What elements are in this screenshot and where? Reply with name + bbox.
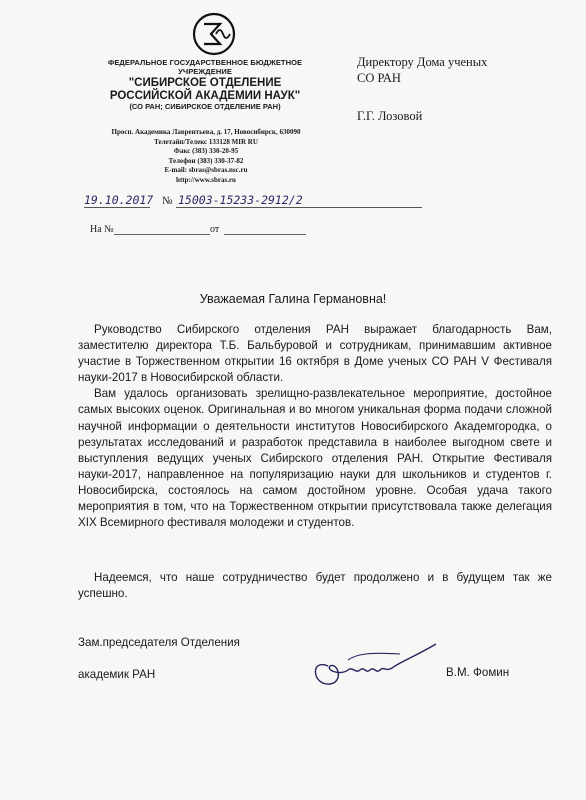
reference-line — [90, 224, 350, 238]
addressee-block — [357, 54, 487, 124]
org-telex: Телетайп/Телекс 133128 MIR RU — [154, 137, 258, 146]
registration-line — [84, 193, 384, 211]
org-type-line: ФЕДЕРАЛЬНОЕ ГОСУДАРСТВЕННОЕ БЮДЖЕТНОЕ — [107, 58, 303, 67]
org-address: Просп. Академика Лаврентьева, д. 17, Новосибирск, 630090 — [111, 128, 301, 136]
org-short-name: (СО РАН; СИБИРСКОЕ ОТДЕЛЕНИЕ РАН) — [129, 102, 281, 111]
handwritten-signature — [300, 636, 440, 696]
paragraph-3: Надеемся, что наше сотрудничество будет продолжено и в будущем так же успешно. — [78, 571, 552, 601]
signer-name: В.М. Фомин — [446, 666, 510, 679]
organization-header — [80, 58, 330, 112]
signer-position: Зам.председателя Отделения — [78, 636, 240, 649]
date-underline — [84, 207, 150, 208]
paragraph-2: Вам удалось организовать зрелищно-развлекательное мероприятие, достойное самых высоких оценок. Оригинальная и во многом уникальная форма подачи сложной научной информации о деятельности институтов Новосибирского Академгородка, о результатах исследований и разработок представила в наиболее выгодном свете и выступления ведущих ученых Сибирского отделения РАН. Открытие Фестиваля науки-2017, направленное на популяризацию науки для школьников и студентов г. Новосибирска, состоялось на самом достойном уровне. Особая удача такого мероприятия в том, что на Торжественном открытии присутствовала также делегация XIX Всемирного фестиваля молодежи и студентов. — [78, 387, 552, 530]
reference-from-label: от — [210, 224, 220, 235]
salutation: Уважаемая Галина Германовна! — [199, 292, 387, 306]
reference-no-label: На № — [90, 224, 114, 235]
signer-title — [78, 634, 240, 684]
org-name-line-1: "СИБИРСКОЕ ОТДЕЛЕНИЕ — [128, 77, 282, 89]
number-underline — [176, 207, 422, 208]
registration-no-label: № — [162, 195, 173, 207]
letter-closing — [78, 570, 552, 602]
reference-from-blank — [224, 234, 306, 235]
addressee-org: СО РАН — [357, 71, 401, 85]
org-email: E-mail: sbras@sbras.nsc.ru — [164, 166, 248, 175]
addressee-name: Г.Г. Лозовой — [357, 109, 423, 123]
sb-ras-logo-icon — [192, 12, 236, 56]
addressee-position: Директору Дома ученых — [357, 55, 488, 69]
org-fax: Факс (383) 330-20-95 — [173, 147, 239, 156]
paragraph-1: Руководство Сибирского отделения РАН выражает благодарность Вам, заместителю директора Т.Б. Бальбуровой и сотрудникам, принимавшим активное участие в Торжественном открытии 16 октября в Доме ученых СО РАН V Фестиваля науки-2017 в Новосибирской области. — [78, 323, 552, 385]
reference-no-blank — [114, 234, 210, 235]
registration-number: 15003-15233-2912/2 — [178, 193, 303, 207]
signer-rank: академик РАН — [78, 668, 156, 681]
org-contacts — [86, 128, 326, 186]
org-website: http://www.sbras.ru — [176, 175, 236, 184]
registration-date: 19.10.2017 — [84, 193, 154, 207]
letter-body — [78, 322, 552, 531]
org-phone: Телефон (383) 330-37-82 — [168, 156, 244, 165]
org-name-line-2: РОССИЙСКОЙ АКАДЕМИИ НАУК" — [109, 90, 301, 102]
org-type-line-2: УЧРЕЖДЕНИЕ — [178, 67, 232, 76]
